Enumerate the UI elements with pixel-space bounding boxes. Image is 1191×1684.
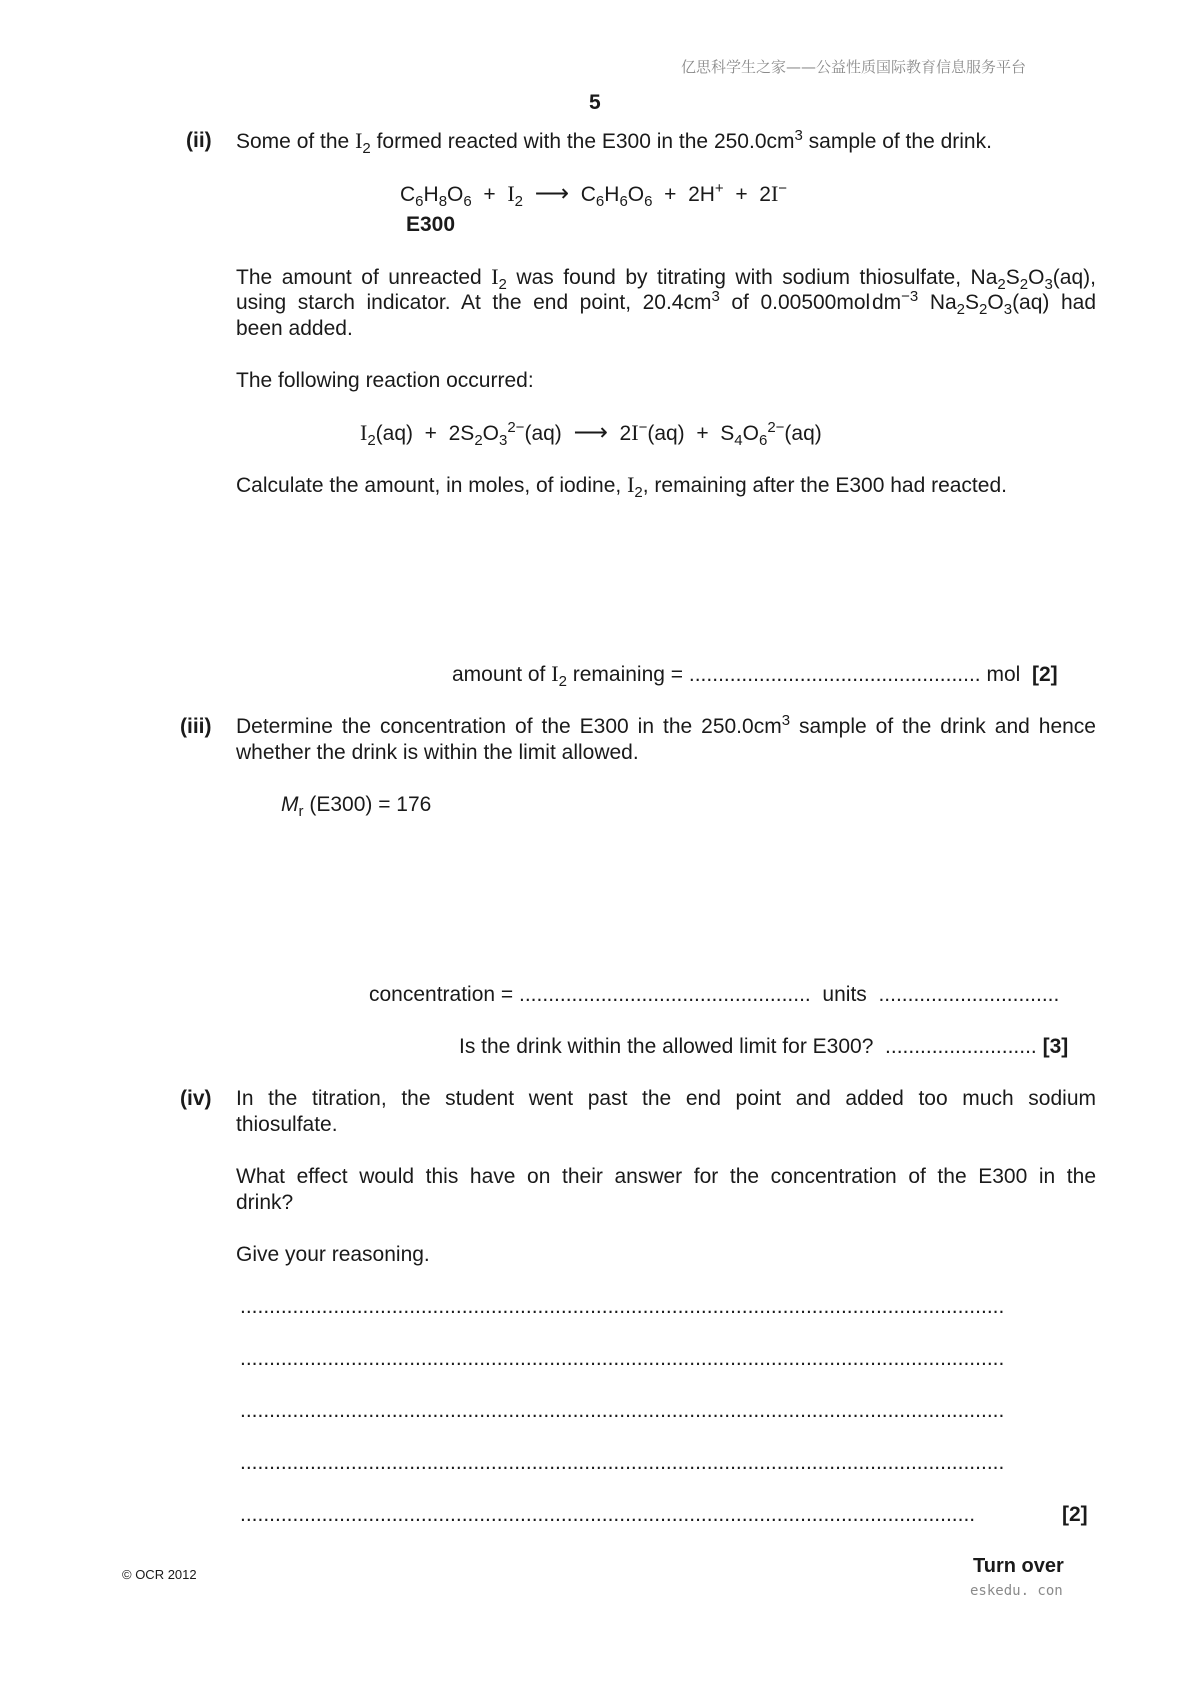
paragraph-reaction-intro: The following reaction occurred: (236, 369, 534, 392)
part-iii-line1: Determine the concentration of the E300 in the $250.0cm^3$ sample of the drink and hence (236, 712, 1096, 738)
part-iv-question-line1: What effect would this have on their answer for the concentration of the E300 in the (236, 1165, 1096, 1188)
marks-iv: [2] (1062, 1503, 1088, 1526)
question-iodine-remaining: Calculate the amount, in moles, of iodine, $I_2$, remaining after the E300 had reacted. (236, 472, 1007, 501)
part-ii-label: (ii) (186, 129, 212, 152)
site-watermark: eskedu. con (970, 1583, 1063, 1599)
answer-line[interactable]: ................................................................................................................................... (240, 1295, 1005, 1318)
equation-e300-label: E300 (406, 213, 456, 236)
answer-concentration-line: concentration = .................................................. units ............................... (369, 983, 1060, 1006)
paragraph-titration-line2: using starch indicator. At the end point, $20.4cm^3$ of 0.00500mol $dm^{-3}$ $Na_2S_2O_3(aq)$ had (236, 288, 1096, 318)
answer-line[interactable]: ................................................................................................................................... (240, 1451, 1005, 1474)
answer-iodine-line: amount of $I_2$ remaining = .................................................. mol [2] (452, 661, 1058, 690)
part-iii-label: (iii) (180, 715, 212, 738)
part-iii-line2: whether the drink is within the limit allowed. (236, 741, 639, 764)
relative-molecular-mass: $M_r$ (E300) = 176 (281, 793, 432, 820)
marks-iii: [3] (1042, 1035, 1069, 1058)
answer-iodine-dots[interactable]: .................................................. (688, 663, 981, 686)
answer-line[interactable]: ................................................................................................................................... (240, 1399, 1005, 1422)
paragraph-titration-line1: The amount of unreacted $I_2$ was found by titrating with sodium thiosulfate, $Na_2S_2O_3(aq)$, (236, 264, 1096, 293)
page-number: 5 (589, 91, 601, 114)
equation-e300-iodine: $C_6H_8O_6 + I_2$ ⟶ $C_6H_6O_6 + 2H^+ + 2I^-$ (400, 180, 788, 210)
part-iv-label: (iv) (180, 1087, 212, 1110)
turn-over: Turn over (973, 1555, 1064, 1577)
watermark-text: 亿思科学生之家——公益性质国际教育信息服务平台 (681, 58, 1027, 76)
part-ii-intro: Some of the $I_2$ formed reacted with the E300 in the $250.0cm^3$ sample of the drink. (236, 127, 992, 157)
equation-thiosulfate: $I_2(aq) + 2S_2O_3^{2-}(aq)$ ⟶ $2I^-(aq) + S_4O_6^{2-}(aq)$ (360, 419, 822, 449)
limit-dots[interactable]: .......................... (885, 1035, 1037, 1058)
paragraph-titration-line3: been added. (236, 317, 353, 340)
part-iv-reasoning: Give your reasoning. (236, 1243, 430, 1266)
marks-ii: [2] (1031, 663, 1058, 686)
answer-limit-line: Is the drink within the allowed limit for E300? .......................... [3] (459, 1035, 1069, 1058)
copyright: © OCR 2012 (122, 1567, 197, 1582)
part-iv-line1: In the titration, the student went past the end point and added too much sodium (236, 1087, 1096, 1110)
units-dots[interactable]: ............................... (878, 983, 1060, 1006)
answer-line[interactable]: ................................................................................................................................... (240, 1347, 1005, 1370)
part-iv-line2: thiosulfate. (236, 1113, 338, 1136)
part-iv-question-line2: drink? (236, 1191, 294, 1214)
answer-last-line (240, 1502, 1100, 1528)
answer-last-dots[interactable]: .............................................................................................................................. (240, 1503, 976, 1526)
concentration-dots[interactable]: .................................................. (519, 983, 811, 1006)
